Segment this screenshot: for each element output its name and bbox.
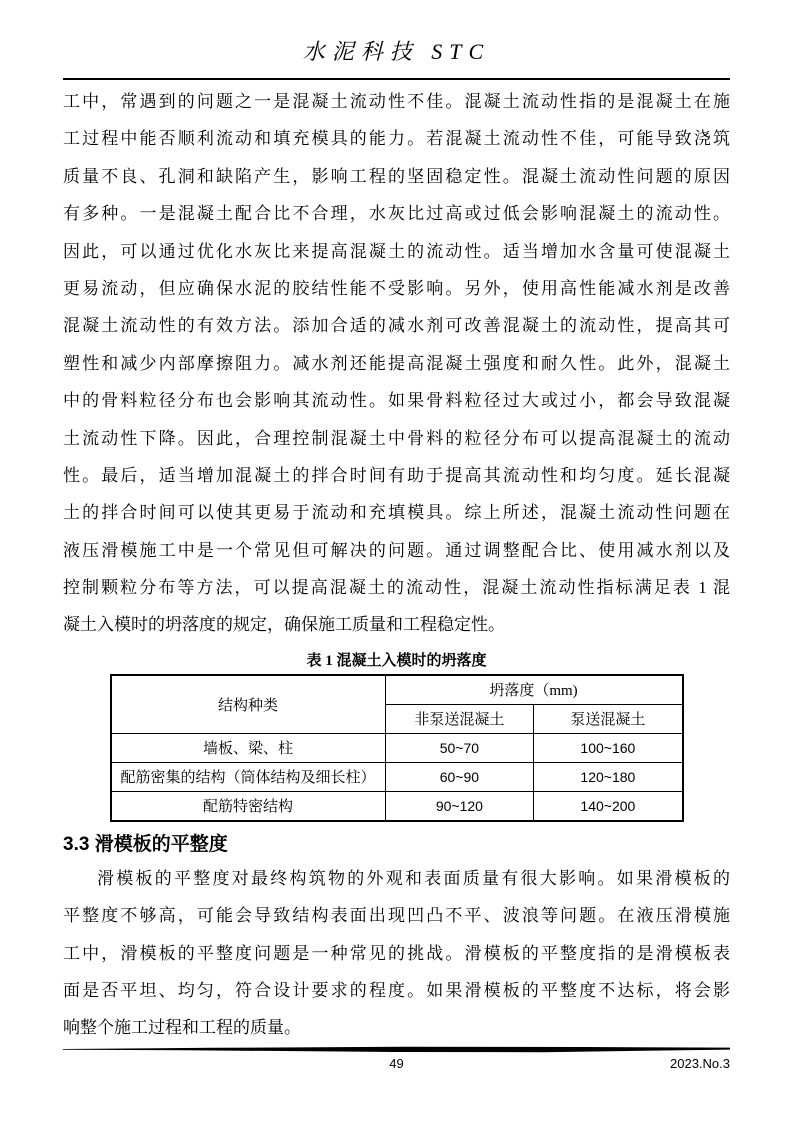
journal-header-title: 水泥科技 STC (302, 39, 491, 64)
text-line: 土的拌合时间可以使其更易于流动和充填模具。综上所述，混凝土流动性问题在 (63, 503, 730, 523)
header-cell-pumped: 泵送混凝土 (534, 704, 683, 733)
table-row (111, 733, 683, 762)
text-line: 中的骨料粒径分布也会影响其流动性。如果骨料粒径过大或过小，都会导致混凝 (63, 391, 730, 411)
header-rule (63, 78, 730, 80)
text-line: 凝土入模时的坍落度的规定，确保施工质量和工程稳定性。 (63, 615, 505, 635)
section-heading-3-3: 3.3 滑模板的平整度 (63, 833, 228, 855)
table-header-row-1 (111, 675, 683, 705)
text-line: 有多种。一是混凝土配合比不合理，水灰比过高或过低会影响混凝土的流动性。 (63, 204, 730, 224)
text-line: 工中，常遇到的问题之一是混凝土流动性不佳。混凝土流动性指的是混凝土在施 (63, 92, 730, 111)
text-line: 面是否平坦、均匀，符合设计要求的程度。如果滑模板的平整度不达标，将会影 (63, 981, 730, 1001)
text-line: 滑模板的平整度对最终构筑物的外观和表面质量有很大影响。如果滑模板的 (97, 868, 730, 888)
page-number: 49 (389, 1056, 404, 1071)
paragraph-concrete-flowability (63, 83, 730, 644)
cell-non-pumped-value: 90~120 (385, 791, 534, 821)
cell-pumped-value: 120~180 (534, 762, 683, 791)
header-cell-non-pumped: 非泵送混凝土 (385, 704, 534, 733)
text-line: 工过程中能否顺利流动和填充模具的能力。若混凝土流动性不佳，可能导致浇筑 (63, 129, 730, 149)
cell-non-pumped-value: 60~90 (385, 762, 534, 791)
text-line: 工中，滑模板的平整度问题是一种常见的挑战。滑模板的平整度指的是滑模板表 (63, 943, 730, 963)
table-caption: 表 1 混凝土入模时的坍落度 (306, 652, 487, 669)
text-line: 性。最后，适当增加混凝土的拌合时间有助于提高其流动性和均匀度。延长混凝 (63, 465, 730, 485)
cell-pumped-value: 140~200 (534, 791, 683, 821)
text-line: 因此，可以通过优化水灰比来提高混凝土的流动性。适当增加水含量可使混凝土 (63, 241, 730, 261)
text-line: 质量不良、孔洞和缺陷产生，影响工程的坚固稳定性。混凝土流动性问题的原因 (63, 166, 730, 186)
text-line: 液压滑模施工中是一个常见但可解决的问题。通过调整配合比、使用减水剂以及 (63, 540, 730, 560)
text-line: 塑性和减少内部摩擦阻力。减水剂还能提高混凝土强度和耐久性。此外，混凝土 (63, 353, 730, 373)
footer-text-row (63, 1054, 730, 1074)
text-line: 控制颗粒分布等方法，可以提高混凝土的流动性，混凝土流动性指标满足表 1 混 (63, 578, 730, 598)
page-footer (63, 1046, 730, 1074)
table-row (111, 762, 683, 791)
slump-table (110, 674, 684, 822)
text-line: 响整个施工过程和工程的质量。 (63, 1018, 301, 1038)
header-cell-slump-group: 坍落度（mm) (385, 675, 682, 705)
cell-structure: 配筋密集的结构（筒体结构及细长柱） (111, 762, 386, 791)
text-line: 更易流动，但应确保水泥的胶结性能不受影响。另外，使用高性能减水剂是改善 (63, 278, 730, 298)
cell-structure: 墙板、梁、柱 (111, 733, 386, 762)
footer-tapered-rule (63, 1046, 730, 1054)
cell-pumped-value: 100~160 (534, 733, 683, 762)
header-cell-structure-type: 结构种类 (111, 675, 386, 734)
text-line: 混凝土流动性的有效方法。添加合适的减水剂可改善混凝土的流动性，提高其可 (63, 316, 730, 336)
issue-number: 2023.No.3 (670, 1056, 730, 1071)
table-row (111, 791, 683, 821)
cell-structure: 配筋特密结构 (111, 791, 386, 821)
cell-non-pumped-value: 50~70 (385, 733, 534, 762)
text-line: 土流动性下降。因此，合理控制混凝土中骨料的粒径分布可以提高混凝土的流动 (63, 428, 730, 448)
text-line: 平整度不够高，可能会导致结构表面出现凹凸不平、波浪等问题。在液压滑模施 (63, 906, 730, 926)
paragraph-formwork-flatness (63, 860, 730, 1047)
